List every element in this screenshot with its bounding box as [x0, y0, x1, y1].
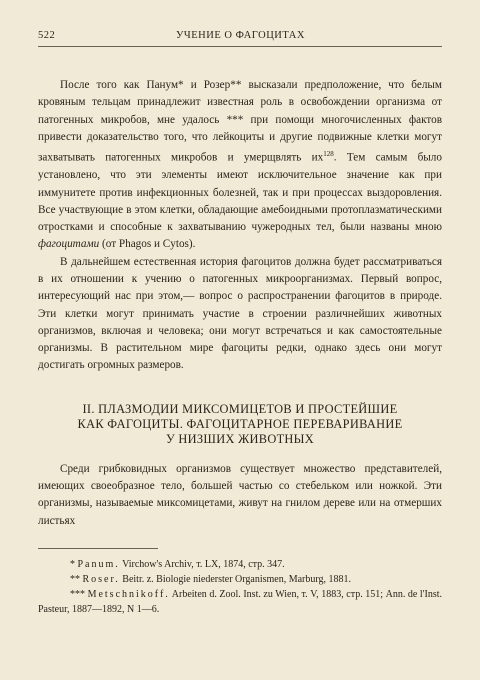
footnote-text: Virchow's Archiv, т. LX, 1874, стр. 347. [119, 558, 285, 570]
footnote-mark: *** [70, 588, 85, 600]
section-heading-line-1: II. ПЛАЗМОДИИ МИКСОМИЦЕТОВ И ПРОСТЕЙШИЕ [82, 401, 398, 416]
footnote-mark: * [70, 558, 75, 570]
footnote-text: Arbeiten d. Zool. Inst. zu Wien, т. V, 1883, стр. 151; Ann. de l'Inst. Pasteur, 1887—1892, N 1—6. [38, 588, 443, 615]
paragraph-1 [38, 77, 442, 254]
paragraph-1-text-b: . Тем самым было установлено, что эти элементы имеют исключительное значение как при иммунитете против инфекционных болезней, так и при процессах выздоровления. Все участвующие в этом клетки, обладающие амебоидными протоплазматическими отростками и способные к захватыванию чужеродных тел, были названы мною [38, 151, 442, 234]
footnote-rule [38, 548, 158, 549]
section-heading-line-3: У НИЗШИХ ЖИВОТНЫХ [165, 431, 315, 446]
section-heading [38, 402, 442, 447]
running-header [38, 30, 442, 41]
paragraph-3: Среди грибковидных организмов существует множество представителей, имеющих своеобразное тело, большей частью со стебельком или ножкой. Эти организмы, называемые миксомицетами, живут на гнилом дереве или на отмерших листьях [38, 462, 442, 527]
superscript-ref: 128 [323, 150, 334, 159]
footnote-author: Roser. [82, 573, 120, 585]
paragraph-1-text-c: (от Phagos и Cytos). [99, 238, 196, 251]
paragraph-1-text-a: После того как Панум* и Розер** высказали предположение, что белым кровяным тельцам принадлежит известная роль в освобождении организма от патогенных микробов, мне удалось *** при помощи многочисленных фактов привести доказательство того, что лейкоциты и другие подвижные клетки могут захватывать патогенных микробов и умерщвлять их [38, 79, 442, 164]
paragraph-2: В дальнейшем естественная история фагоцитов должна будет рассматриваться в их отношении к учению о патогенных микроорганизмах. Первый вопрос, интересующий нас при этом,— вопрос о распространении фагоцитов в природе. Эти клетки могут принимать участие в строении различнейших животных организмов, включая и человека; они могут встречаться и как самостоятельные организмы. В растительном мире фагоциты редки, однако здесь они могут достигать огромных размеров. [38, 255, 442, 372]
footnote-author: Metschnikoff. [87, 588, 170, 600]
page-body [38, 77, 442, 617]
footnote-mark: ** [70, 573, 80, 585]
footnote-text: Beitr. z. Biologie niederster Organismen, Marburg, 1881. [119, 573, 352, 585]
running-title: УЧЕНИЕ О ФАГОЦИТАХ [176, 30, 305, 41]
footnote-2 [38, 572, 442, 587]
footnote-author: Panum. [77, 558, 120, 570]
page-number: 522 [38, 30, 56, 41]
section-heading-line-2: КАК ФАГОЦИТЫ. ФАГОЦИТАРНОЕ ПЕРЕВАРИВАНИЕ [77, 416, 403, 431]
header-rule [38, 46, 442, 47]
italic-term: фагоцитами [38, 238, 100, 251]
footnote-3 [38, 587, 442, 617]
footnote-1 [38, 557, 442, 572]
